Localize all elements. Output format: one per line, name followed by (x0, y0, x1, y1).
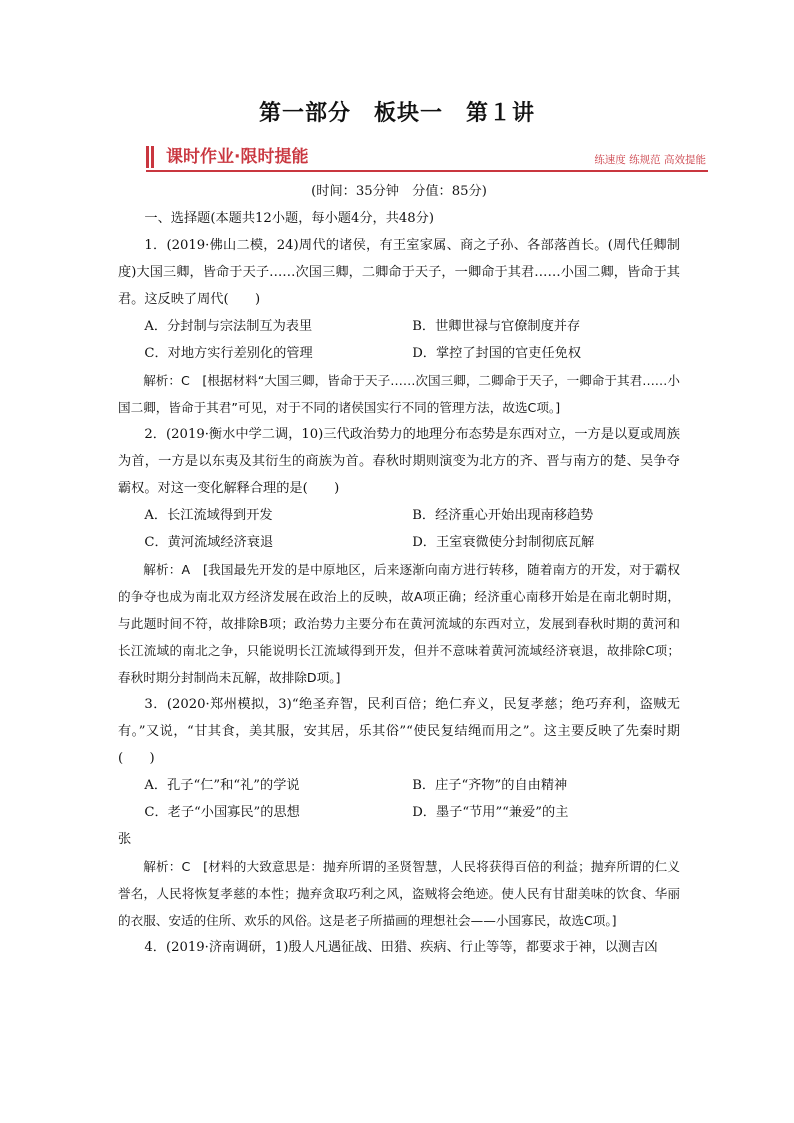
question-stem: 4．(2019·济南调研，1)殷人凡遇征战、田猎、疾病、行止等等，都要求于神，以测吉凶 (144, 940, 658, 955)
options (118, 313, 680, 367)
question-1 (118, 232, 680, 421)
option-c: C．黄河流域经济衰退 (144, 535, 274, 550)
banner-title: 课时作业·限时提能 (166, 147, 309, 167)
page-title: 第一部分 板块一 第１讲 (258, 101, 535, 126)
option-a: A．孔子“仁”和“礼”的学说 (144, 778, 300, 793)
document-body (118, 178, 680, 961)
banner-bars-icon (146, 146, 158, 168)
option-d: D．掌控了封国的官吏任免权 (412, 346, 582, 361)
section-heading: 一、选择题(本题共12小题，每小题4分，共48分) (144, 211, 435, 226)
exam-meta: (时间：35分钟 分值：85分) (311, 184, 487, 199)
options (118, 502, 680, 556)
option-b: B．庄子“齐物”的自由精神 (412, 778, 568, 793)
question-4 (118, 934, 680, 961)
option-b: B．世卿世禄与官僚制度并存 (412, 319, 581, 334)
option-b: B．经济重心开始出现南移趋势 (412, 508, 594, 523)
banner-tagline: 练速度 练规范 高效提能 (594, 154, 706, 166)
question-3 (118, 691, 680, 934)
question-stem: 3．(2020·郑州模拟，3)“绝圣弃智，民利百倍；绝仁弃义，民复孝慈；绝巧弃利，盗贼无有。”又说，“甘其食，美其服，安其居，乐其俗”“使民复结绳而用之”。这主要反映了先秦时期( ) (118, 697, 680, 766)
question-stem: 1．(2019·佛山二模，24)周代的诸侯，有王室家属、商之子孙、各部落酋长。(周代任卿制度)大国三卿，皆命于天子……次国三卿，二卿命于天子，一卿命于其君……小国二卿，皆命于其君。这反映了周代( ) (118, 238, 680, 307)
option-a: A．分封制与宗法制互为表里 (144, 319, 313, 334)
option-d-continued: 张 (118, 832, 132, 847)
answer-explanation: 解析：A [我国最先开发的是中原地区，后来逐渐向南方进行转移，随着南方的开发，对于霸权的争夺也成为南北双方经济发展在政治上的反映，故A项正确；经济重心南移开始是在南北朝时期，与此题时间不符，故排除B项；政治势力主要分布在黄河流域的东西对立，发展到春秋时期的黄河和长江流域的南北之争，只能说明长江流域得到开发，但并不意味着黄河流域经济衰退，故排除C项；春秋时期分封制尚未瓦解，故排除D项。] (118, 562, 680, 685)
option-d: D．墨子“节用”“兼爱”的主 (412, 805, 569, 820)
question-2 (118, 421, 680, 691)
answer-explanation: 解析：C [根据材料“大国三卿，皆命于天子……次国三卿，二卿命于天子，一卿命于其君……小国二卿，皆命于其君”可见，对于不同的诸侯国实行不同的管理方法，故选C项。] (118, 373, 680, 415)
section-banner (146, 146, 708, 172)
options (118, 772, 680, 826)
option-a: A．长江流域得到开发 (144, 508, 273, 523)
answer-explanation: 解析：C [材料的大致意思是：抛弃所谓的圣贤智慧，人民将获得百倍的利益；抛弃所谓的仁义誉名，人民将恢复孝慈的本性；抛弃贪取巧利之风，盗贼将会绝迹。使人民有甘甜美味的饮食、华丽的衣服、安适的住所、欢乐的风俗。这是老子所描画的理想社会——小国寡民，故选C项。] (118, 859, 680, 928)
option-d: D．王室衰微使分封制彻底瓦解 (412, 535, 595, 550)
question-stem: 2．(2019·衡水中学二调，10)三代政治势力的地理分布态势是东西对立，一方是以夏或周族为首，一方是以东夷及其衍生的商族为首。春秋时期则演变为北方的齐、晋与南方的楚、吴争夺霸权。对这一变化解释合理的是( ) (118, 427, 680, 496)
option-c: C．老子“小国寡民”的思想 (144, 805, 300, 820)
option-c: C．对地方实行差别化的管理 (144, 346, 313, 361)
